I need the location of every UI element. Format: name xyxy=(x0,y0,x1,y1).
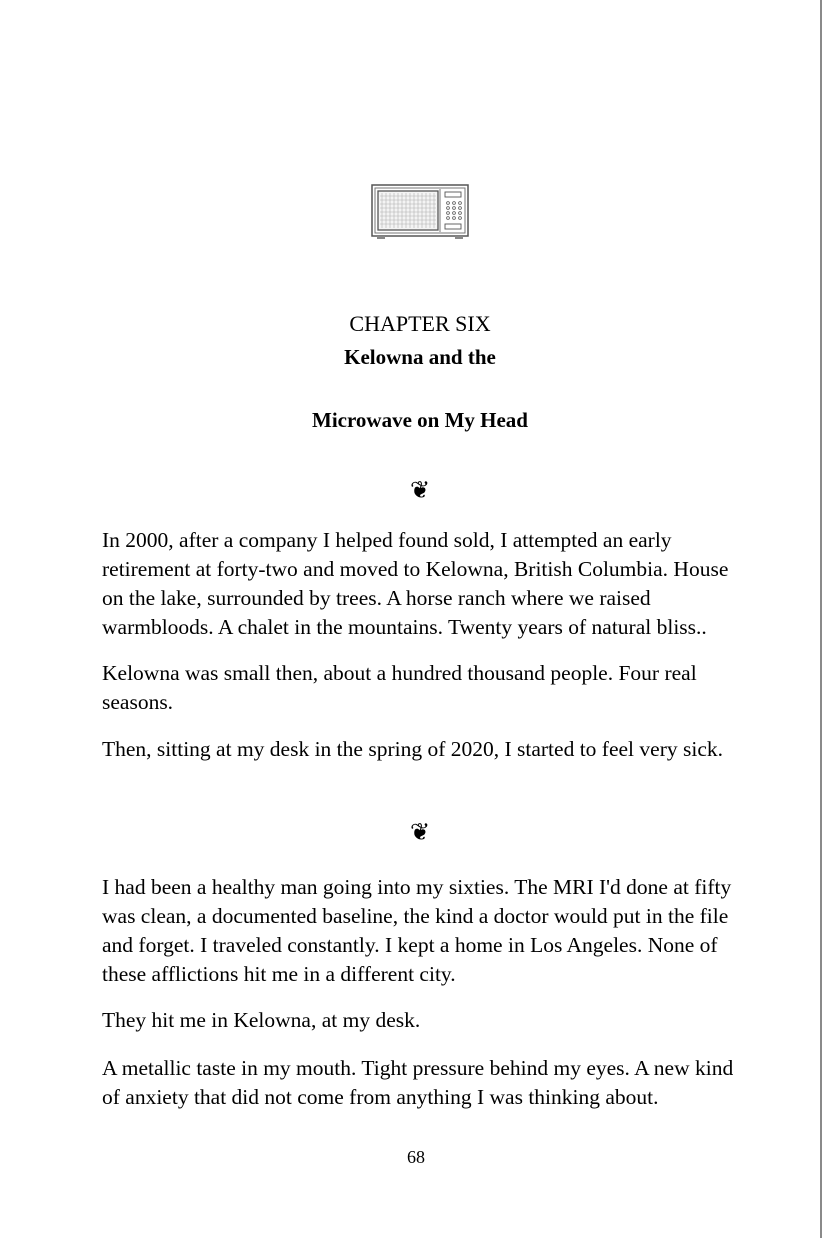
body-paragraph: They hit me in Kelowna, at my desk. xyxy=(102,1008,421,1032)
microwave-icon xyxy=(371,184,469,240)
chapter-label: CHAPTER SIX xyxy=(349,311,491,336)
body-paragraph: Kelowna was small then, about a hundred thousand people. Four real seasons. xyxy=(102,661,697,714)
body-paragraph: Then, sitting at my desk in the spring of 2020, I started to feel very sick. xyxy=(102,737,723,761)
page-number: 68 xyxy=(407,1147,425,1167)
body-paragraph: A metallic taste in my mouth. Tight pressure behind my eyes. A new kind of anxiety that did not come from anything I was thinking about. xyxy=(102,1056,734,1109)
chapter-title-line-2: Microwave on My Head xyxy=(312,408,528,432)
section-divider-icon: ❦ xyxy=(409,478,431,504)
body-paragraph: In 2000, after a company I helped found sold, I attempted an early retirement at forty-two and moved to Kelowna, British Columbia. House on the lake, surrounded by trees. A horse ranch where we raised warmbloods. A chalet in the mountains. Twenty years of natural bliss.. xyxy=(102,528,729,639)
body-paragraph: I had been a healthy man going into my sixties. The MRI I'd done at fifty was clean, a documented baseline, the kind a doctor would put in the file and forget. I traveled constantly. I kept a home in Los Angeles. None of these afflictions hit me in a different city. xyxy=(102,875,732,986)
section-divider-icon: ❦ xyxy=(409,820,431,846)
page-edge-line xyxy=(820,0,822,1238)
chapter-title-line-1: Kelowna and the xyxy=(344,345,496,369)
